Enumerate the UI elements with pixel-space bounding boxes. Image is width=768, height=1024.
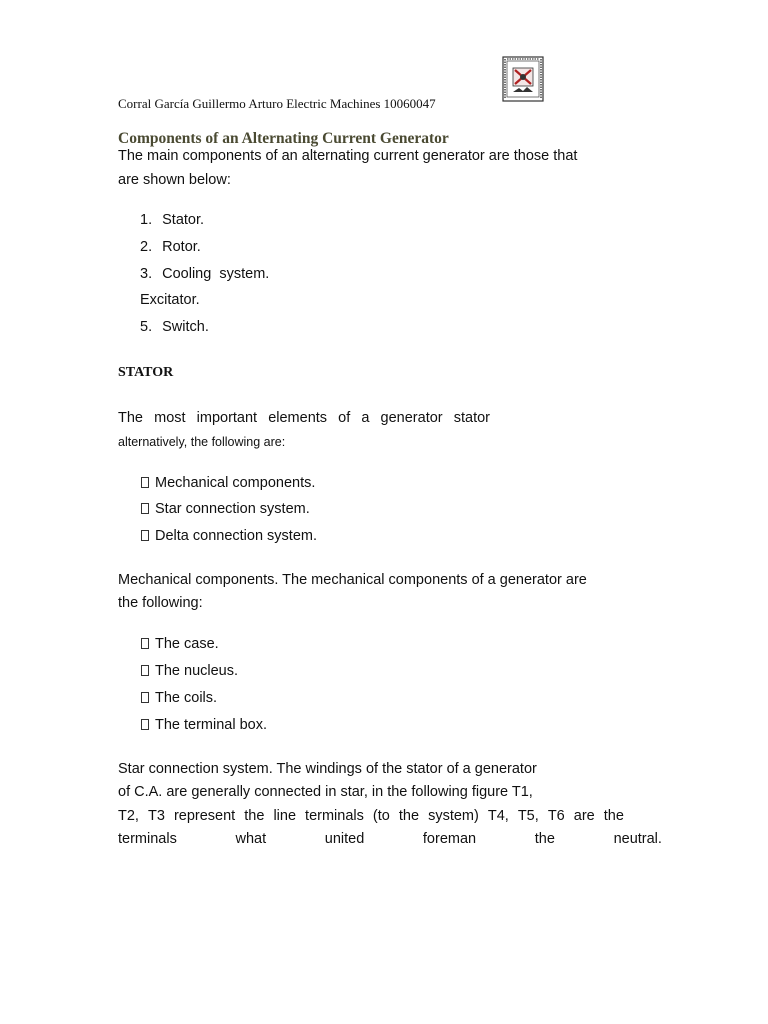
list-label: Delta connection system.: [155, 528, 317, 544]
bullet-icon: [141, 719, 149, 730]
star-line-3: [118, 808, 624, 824]
star-line-2: of C.A. are generally connected in star, in the following figure T1,: [118, 784, 533, 800]
list-number: 1.: [140, 212, 153, 228]
word: T3: [147, 808, 165, 824]
stator-intro-line-1: [118, 410, 490, 426]
stator-intro-line-2: alternatively, the following are:: [118, 435, 286, 449]
list-item: [141, 528, 317, 544]
word: the: [534, 831, 555, 847]
list-item: [140, 319, 209, 335]
word: the: [603, 808, 624, 824]
word: terminals: [305, 808, 364, 824]
list-item: [140, 292, 200, 308]
list-number: 2.: [140, 239, 153, 255]
list-item: [141, 475, 315, 491]
word: T2,: [118, 808, 139, 824]
intro-line-2: are shown below:: [118, 172, 231, 188]
mechanical-line-1: Mechanical components. The mechanical components of a generator are: [118, 572, 587, 588]
list-label: Cooling system.: [162, 266, 270, 282]
list-item: [140, 266, 269, 282]
word: T5,: [517, 808, 539, 824]
intro-line-1: The main components of an alternating current generator are those that: [118, 148, 578, 164]
word: line: [273, 808, 297, 824]
header-author-line: Corral García Guillermo Arturo Electric Machines 10060047: [118, 96, 436, 111]
word: system): [428, 808, 479, 824]
list-item: [140, 212, 204, 228]
word: the: [398, 808, 420, 824]
list-item: [141, 690, 217, 706]
word: generator: [380, 410, 443, 426]
bullet-icon: [141, 477, 149, 488]
list-label: Rotor.: [162, 239, 201, 255]
page-title: Components of an Alternating Current Generator: [118, 130, 449, 147]
word: represent: [173, 808, 236, 824]
word: of: [338, 410, 351, 426]
list-item: [140, 239, 201, 255]
star-line-4: [118, 831, 662, 847]
seal-icon: [499, 55, 547, 103]
word: terminals: [118, 831, 177, 847]
mechanical-line-2: the following:: [118, 595, 203, 611]
word: most: [154, 410, 186, 426]
institute-seal-logo: [499, 55, 547, 103]
bullet-icon: [141, 530, 149, 541]
word: important: [196, 410, 258, 426]
word: T6: [547, 808, 565, 824]
word: The: [118, 410, 143, 426]
star-line-1: Star connection system. The windings of the stator of a generator: [118, 761, 537, 777]
list-number: 5.: [140, 319, 153, 335]
word: stator: [453, 410, 490, 426]
word: a: [361, 410, 370, 426]
bullet-icon: [141, 638, 149, 649]
bullet-icon: [141, 503, 149, 514]
bullet-icon: [141, 665, 149, 676]
word: are: [573, 808, 595, 824]
list-label: Stator.: [162, 212, 205, 228]
bullet-icon: [141, 692, 149, 703]
list-label: Switch.: [162, 319, 209, 335]
list-item: [141, 636, 219, 652]
list-number: 3.: [140, 266, 153, 282]
list-label: The nucleus.: [155, 663, 239, 679]
list-item: [141, 717, 267, 733]
list-item: [141, 663, 238, 679]
list-label: The terminal box.: [155, 717, 268, 733]
section-heading-stator: STATOR: [118, 365, 174, 380]
list-label: Star connection system.: [155, 501, 310, 517]
word: T4,: [487, 808, 509, 824]
list-label: The coils.: [155, 690, 218, 706]
word: neutral.: [613, 831, 662, 847]
list-label: Mechanical components.: [155, 475, 316, 491]
word: what: [235, 831, 267, 847]
word: (to: [372, 808, 390, 824]
word: foreman: [422, 831, 477, 847]
word: elements: [268, 410, 328, 426]
list-label: The case.: [155, 636, 219, 652]
word: united: [324, 831, 365, 847]
word: the: [244, 808, 265, 824]
list-label: Excitator.: [140, 292, 200, 308]
list-item: [141, 501, 310, 517]
